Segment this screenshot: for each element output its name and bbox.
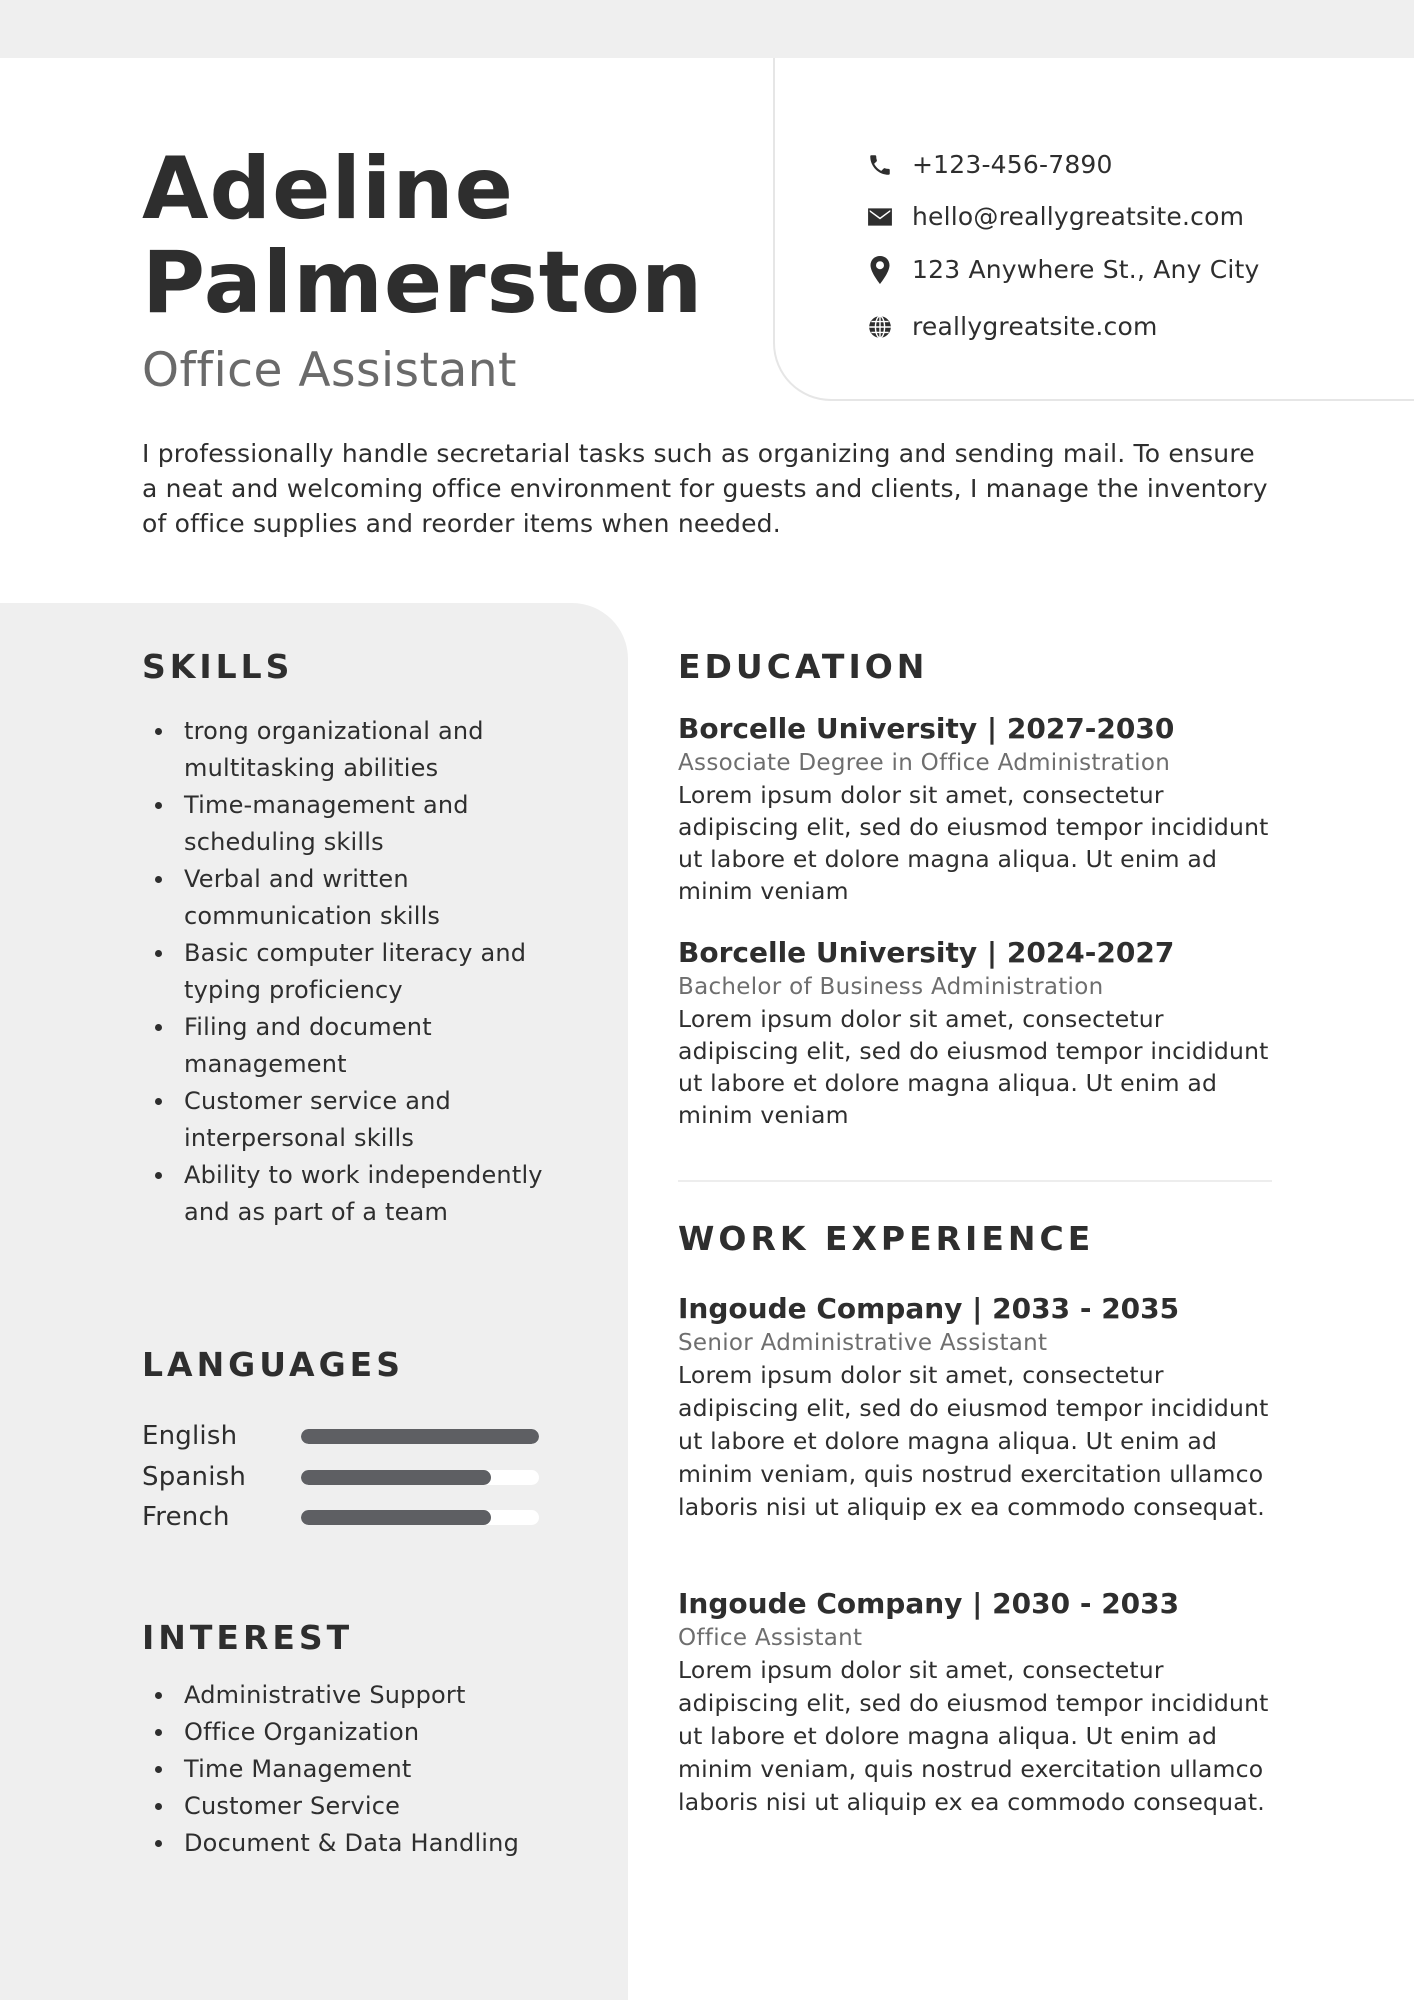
interest-list: [142, 1677, 582, 1862]
top-band: [0, 0, 1414, 58]
language-name: French: [142, 1502, 230, 1532]
section-divider: [678, 1180, 1272, 1182]
name-last: Palmerston: [142, 233, 704, 333]
interest-item: Office Organization: [142, 1714, 582, 1751]
education-description: Lorem ipsum dolor sit amet, consectetur adipiscing elit, sed do eiusmod tempor incididunt ut labore et dolore magna aliqua. Ut enim ad minim veniam: [678, 1005, 1269, 1129]
contact-address-text: 123 Anywhere St., Any City: [912, 255, 1260, 284]
language-row-spanish: [142, 1462, 539, 1492]
contact-address: [866, 255, 1260, 284]
envelope-icon: [866, 203, 894, 231]
work-experience-heading: WORK EXPERIENCE: [678, 1219, 1095, 1258]
language-name: English: [142, 1421, 238, 1451]
education-entry: [678, 935, 1278, 1131]
work-title: Ingoude Company | 2030 - 2033: [678, 1587, 1180, 1620]
interest-item: Time Management: [142, 1751, 582, 1788]
education-title: Borcelle University | 2027-2030: [678, 712, 1175, 745]
language-level-fill: [301, 1429, 539, 1444]
skill-item: Ability to work independently and as part of a team: [142, 1157, 562, 1231]
education-entry: [678, 711, 1278, 907]
profile-summary: I professionally handle secretarial tasks such as organizing and sending mail. To ensure a neat and welcoming office environment for guests and clients, I manage the inventory of office supplies and reorder items when needed.: [142, 439, 1268, 538]
contact-email-text: hello@reallygreatsite.com: [912, 202, 1245, 231]
education-degree: Bachelor of Business Administration: [678, 974, 1104, 1000]
language-level-track: [301, 1429, 539, 1444]
candidate-name: [142, 139, 704, 333]
education-title: Borcelle University | 2024-2027: [678, 936, 1175, 969]
skill-item: trong organizational and multitasking abilities: [142, 713, 562, 787]
work-title: Ingoude Company | 2033 - 2035: [678, 1292, 1180, 1325]
language-name: Spanish: [142, 1462, 247, 1492]
contact-phone: [866, 150, 1113, 179]
skill-item: Filing and document management: [142, 1009, 562, 1083]
contact-phone-text: +123-456-7890: [912, 150, 1113, 179]
work-description: Lorem ipsum dolor sit amet, consectetur adipiscing elit, sed do eiusmod tempor incididunt ut labore et dolore magna aliqua. Ut enim ad minim veniam, quis nostrud exercitation ullamco laboris nisi ut aliquip ex ea commodo consequat.: [678, 1656, 1269, 1816]
languages-heading: LANGUAGES: [142, 1345, 404, 1384]
work-entry: [678, 1291, 1278, 1524]
interest-item: Customer Service: [142, 1788, 582, 1825]
name-first: Adeline: [142, 139, 514, 239]
education-description: Lorem ipsum dolor sit amet, consectetur adipiscing elit, sed do eiusmod tempor incididunt ut labore et dolore magna aliqua. Ut enim ad minim veniam: [678, 781, 1269, 905]
skill-item: Basic computer literacy and typing proficiency: [142, 935, 562, 1009]
contact-website-text: reallygreatsite.com: [912, 312, 1158, 341]
education-heading: EDUCATION: [678, 647, 929, 686]
interest-item: Administrative Support: [142, 1677, 582, 1714]
work-description: Lorem ipsum dolor sit amet, consectetur adipiscing elit, sed do eiusmod tempor incididunt ut labore et dolore magna aliqua. Ut enim ad minim veniam, quis nostrud exercitation ullamco laboris nisi ut aliquip ex ea commodo consequat.: [678, 1361, 1269, 1521]
contact-website: [866, 312, 1158, 341]
language-row-english: [142, 1421, 539, 1451]
skills-list: [142, 713, 562, 1231]
location-pin-icon: [866, 256, 894, 284]
interest-heading: INTEREST: [142, 1618, 354, 1657]
skill-item: Verbal and written communication skills: [142, 861, 562, 935]
contact-email: [866, 202, 1244, 231]
job-title: Office Assistant: [142, 343, 517, 398]
education-degree: Associate Degree in Office Administration: [678, 750, 1171, 776]
globe-icon: [866, 313, 894, 341]
language-row-french: [142, 1502, 539, 1532]
phone-icon: [866, 151, 894, 179]
work-entry: [678, 1586, 1278, 1819]
language-level-fill: [301, 1470, 491, 1485]
skills-heading: SKILLS: [142, 647, 294, 686]
skill-item: Customer service and interpersonal skills: [142, 1083, 562, 1157]
language-level-fill: [301, 1510, 491, 1525]
skill-item: Time-management and scheduling skills: [142, 787, 562, 861]
language-level-track: [301, 1470, 539, 1485]
interest-item: Document & Data Handling: [142, 1825, 582, 1862]
language-level-track: [301, 1510, 539, 1525]
work-role: Senior Administrative Assistant: [678, 1330, 1048, 1356]
work-role: Office Assistant: [678, 1625, 863, 1651]
